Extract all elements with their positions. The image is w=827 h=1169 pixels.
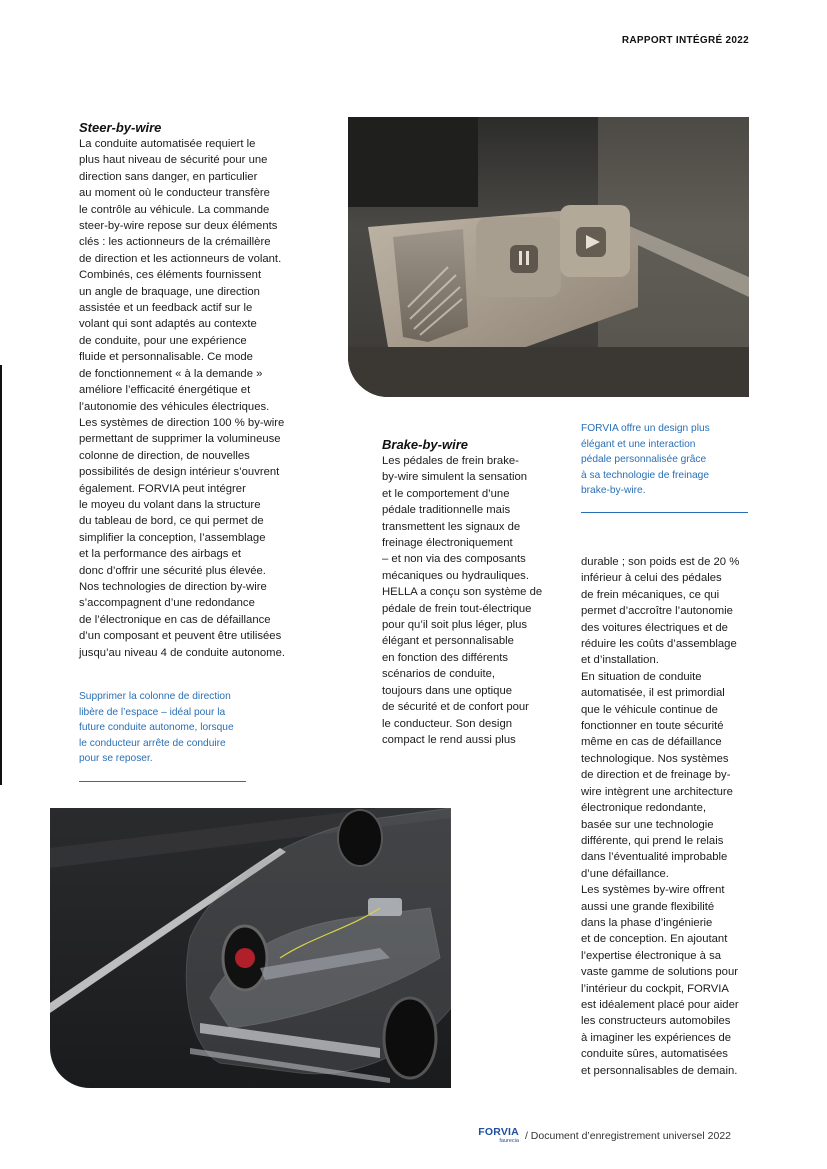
text-line: aussi une grande flexibilité: [581, 900, 715, 913]
text-line: de direction et les actionneurs de volant.: [79, 252, 282, 265]
text-line: basée sur une technologie: [581, 818, 714, 831]
text-line: Les systèmes de direction 100 % by-wire: [79, 416, 285, 429]
text-line: compact le rend aussi plus: [382, 733, 516, 746]
text-line: Les systèmes by-wire offrent: [581, 884, 725, 897]
text-line: l’expertise électronique à sa: [581, 949, 722, 962]
text-line: fluide et personnalisable. Ce mode: [79, 351, 253, 364]
text-line: jusqu’au niveau 4 de conduite autonome.: [79, 646, 286, 659]
steer-heading: Steer-by-wire: [79, 120, 162, 135]
text-line: élégant et une interaction: [581, 438, 696, 450]
text-line: permet d’accroître l’autonomie: [581, 605, 733, 618]
text-line: mécaniques ou hydrauliques.: [382, 569, 529, 582]
text-line: clés : les actionneurs de la crémaillère: [79, 236, 271, 249]
text-line: est idéalement placé pour aider: [581, 998, 739, 1011]
brake-pedal-photo: [348, 117, 749, 397]
text-line: volant qui sont adaptés au contexte: [79, 318, 257, 331]
text-line: simplifier la conception, l’assemblage: [79, 531, 266, 544]
text-line: pédale personnalisée grâce: [581, 454, 707, 465]
car-chassis-photo: [50, 808, 451, 1088]
text-line: pour qu’il soit plus léger, plus: [382, 619, 528, 632]
text-line: colonne de direction, de nouvelles: [79, 449, 250, 462]
text-line: dans la phase d’ingénierie: [581, 916, 713, 929]
text-line: FORVIA offre un design plus: [581, 423, 710, 434]
brake-column: [382, 437, 552, 748]
text-line: élégant et personnalisable: [382, 635, 514, 648]
text-line: La conduite automatisée requiert le: [79, 138, 256, 150]
text-line: En situation de conduite: [581, 670, 702, 683]
text-line: les constructeurs automobiles: [581, 1015, 731, 1028]
text-line: inférieur à celui des pédales: [581, 572, 722, 585]
text-line: d’un composant et peuvent être utilisées: [79, 630, 282, 643]
text-line: dans l’éventualité improbable: [581, 851, 728, 864]
text-line: le conducteur. Son design: [382, 717, 513, 730]
text-line: et de conception. En ajoutant: [581, 933, 728, 946]
steer-column: [79, 120, 304, 661]
text-line: brake-by-wire.: [581, 485, 646, 496]
text-line: durable ; son poids est de 20 %: [581, 556, 740, 568]
text-line: de sécurité et de confort pour: [382, 701, 529, 714]
text-line: à imaginer les expériences de: [581, 1031, 732, 1044]
text-line: permettant de supprimer la volumineuse: [79, 433, 281, 446]
text-line: et la performance des airbags et: [79, 548, 242, 561]
text-line: électronique redondante,: [581, 802, 706, 815]
footer-text: / Document d’enregistrement universel 2022: [524, 1129, 731, 1142]
text-line: et personnalisables de demain.: [581, 1064, 738, 1077]
text-line: de frein mécaniques, ce qui: [581, 588, 720, 601]
text-line: de fonctionnement « à la demande »: [79, 367, 263, 380]
forvia-logo: FORVIA faurecia: [478, 1126, 519, 1144]
text-line: pédale de frein tout-électrique: [382, 602, 532, 615]
text-line: freinage électroniquement: [382, 537, 513, 550]
text-line: s’accompagnent d’une redondance: [79, 597, 255, 610]
text-line: de direction et de freinage by-: [581, 769, 731, 782]
text-line: conduite sûres, automatisées: [581, 1048, 728, 1061]
text-line: réduire les coûts d’assemblage: [581, 638, 737, 651]
footer: [478, 1127, 731, 1144]
text-line: Nos technologies de direction by-wire: [79, 580, 267, 593]
right-body: [581, 554, 756, 1079]
text-line: différente, qui prend le relais: [581, 834, 724, 847]
brake-heading: Brake-by-wire: [382, 437, 468, 452]
text-line: automatisée, il est primordial: [581, 687, 725, 700]
text-line: Les pédales de frein brake-: [382, 455, 519, 467]
text-line: Combinés, ces éléments fournissent: [79, 269, 262, 282]
text-line: pour se reposer.: [79, 753, 153, 764]
text-line: de conduite, pour une expérience: [79, 334, 247, 347]
text-line: l’autonomie des véhicules électriques.: [79, 400, 270, 413]
text-line: transmettent les signaux de: [382, 520, 521, 533]
text-line: technologique. Nos systèmes: [581, 752, 729, 765]
report-header-title: RAPPORT INTÉGRÉ 2022: [621, 35, 749, 46]
text-line: possibilités de design intérieur s’ouvrent: [79, 466, 280, 479]
text-line: à sa technologie de freinage: [581, 469, 710, 481]
text-line: direction sans danger, en particulier: [79, 170, 258, 183]
text-line: et d’installation.: [581, 654, 659, 667]
text-line: assistée et un feedback actif sur le: [79, 302, 253, 315]
text-line: le contrôle au véhicule. La commande: [79, 203, 270, 216]
text-line: libère de l’espace – idéal pour la: [79, 706, 226, 718]
text-line: Supprimer la colonne de direction: [79, 691, 231, 702]
text-line: améliore l’efficacité énergétique et: [79, 384, 251, 397]
text-line: et le comportement d’une: [382, 487, 510, 500]
text-line: que le véhicule continue de: [581, 703, 718, 716]
text-line: plus haut niveau de sécurité pour une: [79, 154, 268, 167]
text-line: également. FORVIA peut intégrer: [79, 482, 246, 495]
text-line: fonctionner en toute sécurité: [581, 720, 724, 733]
text-line: by-wire simulent la sensation: [382, 471, 528, 484]
text-line: en fonction des différents: [382, 651, 509, 664]
text-line: des voitures électriques et de: [581, 621, 728, 634]
text-line: même en cas de défaillance: [581, 736, 722, 749]
caption-right: [581, 421, 751, 499]
text-line: le moyeu du volant dans la structure: [79, 498, 261, 511]
text-line: toujours dans une optique: [382, 684, 513, 697]
steer-body: [79, 136, 304, 661]
text-line: steer-by-wire repose sur deux éléments: [79, 220, 278, 233]
text-line: vaste gamme de solutions pour: [581, 966, 738, 979]
text-line: pédale traditionnelle mais: [382, 504, 511, 517]
text-line: future conduite autonome, lorsque: [79, 722, 234, 733]
text-line: wire intègrent une architecture: [581, 785, 733, 798]
right-column: [581, 554, 756, 1079]
text-line: scénarios de conduite,: [382, 668, 496, 681]
caption-right-rule: [581, 512, 748, 513]
text-line: un angle de braquage, une direction: [79, 285, 260, 298]
text-line: du tableau de bord, ce qui permet de: [79, 515, 264, 528]
text-line: l’intérieur du cockpit, FORVIA: [581, 982, 729, 995]
text-line: d’une défaillance.: [581, 867, 669, 880]
caption-left: [79, 689, 279, 767]
text-line: de l’électronique en cas de défaillance: [79, 613, 271, 626]
text-line: donc d’offrir une sécurité plus élevée.: [79, 564, 266, 577]
margin-rule: [0, 365, 2, 785]
text-line: au moment où le conducteur transfère: [79, 187, 270, 200]
caption-left-rule: [79, 781, 246, 782]
text-line: le conducteur arrête de conduire: [79, 737, 226, 749]
text-line: HELLA a conçu son système de: [382, 586, 543, 599]
brake-body: [382, 453, 552, 748]
text-line: – et non via des composants: [382, 553, 526, 566]
